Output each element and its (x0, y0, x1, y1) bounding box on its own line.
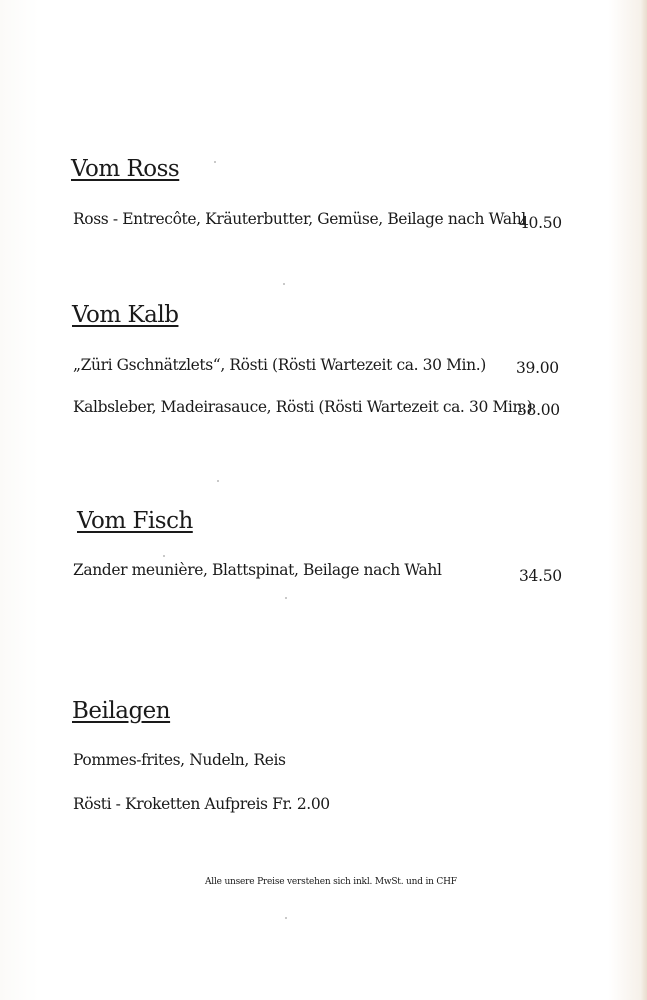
section-title-vom-ross: Vom Ross (71, 156, 180, 182)
menu-item-price: 34.50 (519, 567, 562, 585)
side-item-roesti-kroketten: Rösti - Kroketten Aufpreis Fr. 2.00 (73, 795, 330, 813)
section-title-vom-kalb: Vom Kalb (72, 302, 179, 328)
side-item-pommes-nudeln-reis: Pommes-frites, Nudeln, Reis (73, 751, 286, 769)
menu-item-zander-meuniere: Zander meunière, Blattspinat, Beilage nach Wahl (73, 561, 442, 579)
scan-speck (214, 161, 216, 163)
scan-speck (283, 283, 285, 285)
scan-speck (285, 597, 287, 599)
menu-item-ross-entrecote: Ross - Entrecôte, Kräuterbutter, Gemüse, Beilage nach Wahl (73, 210, 526, 228)
scan-speck (285, 917, 287, 919)
menu-item-price: 39.00 (516, 359, 559, 377)
scan-speck (163, 555, 165, 557)
menu-item-price: 40.50 (519, 214, 562, 232)
menu-item-zueri-gschnaetzlets: „Züri Gschnätzlets“, Rösti (Rösti Wartezeit ca. 30 Min.) (73, 356, 486, 374)
section-title-vom-fisch: Vom Fisch (77, 508, 193, 534)
menu-item-kalbsleber: Kalbsleber, Madeirasauce, Rösti (Rösti Wartezeit ca. 30 Min.) (73, 398, 533, 416)
section-title-beilagen: Beilagen (72, 698, 171, 724)
menu-item-price: 38.00 (517, 401, 560, 419)
scan-speck (217, 480, 219, 482)
price-note: Alle unsere Preise verstehen sich inkl. MwSt. und in CHF (205, 877, 457, 887)
